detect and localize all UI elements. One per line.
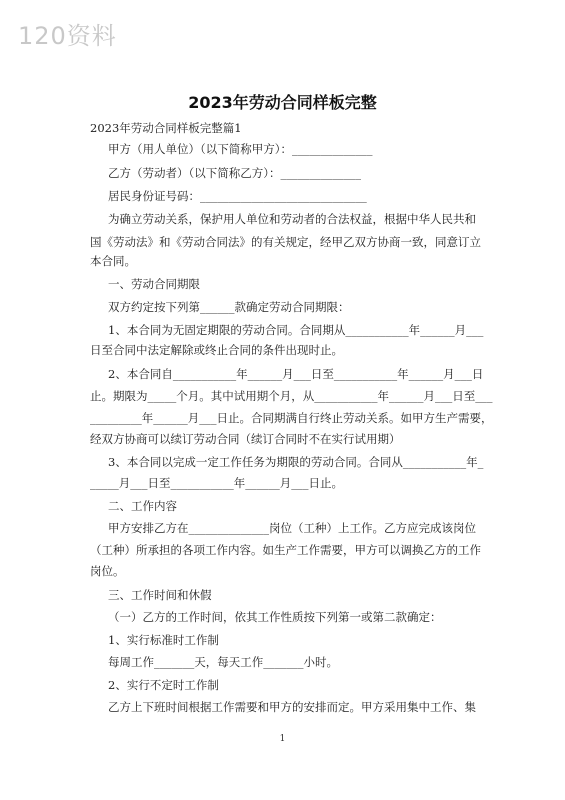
body-text-line: 3、本合同以完成一定工作任务为期限的劳动合同。合同从___________年_ [108, 455, 484, 469]
body-text-line: _________年______月___日止。合同期满自行终止劳动关系。如甲方生产需要， [90, 411, 493, 425]
body-text-line: 止。期限为_____个月。其中试用期个月，从___________年______月___日至___ [90, 389, 493, 403]
page-number: 1 [279, 734, 286, 744]
id-number-line: 居民身份证号码：_____________________________ [108, 189, 367, 203]
body-text-line: 本合同。 [90, 254, 136, 268]
body-text-line: （一）乙方的工作时间，依其工作性质按下列第一或第二款确定： [108, 610, 442, 624]
body-text-line: 每周工作_______天，每天工作_______小时。 [108, 655, 338, 669]
body-text-line: 岗位。 [90, 564, 125, 578]
party-a-line: 甲方（用人单位）（以下简称甲方）：______________ [108, 142, 373, 156]
body-text-line: 2、本合同自___________年______月___日至___________年______月___日 [108, 367, 484, 381]
body-text-line: 2、实行不定时工作制 [108, 678, 219, 692]
body-text-line: 国《劳动法》和《劳动合同法》的有关规定，经甲乙双方协商一致，同意订立 [90, 235, 481, 249]
body-text-line: 1、本合同为无固定期限的劳动合同。合同期从___________年______月___ [108, 323, 484, 337]
body-text-line: 经双方协商可以续订劳动合同（续订合同时不在实行试用期） [90, 432, 401, 446]
clause-heading: 三、工作时间和休假 [108, 588, 212, 602]
body-text-line: _____月___日至___________年______月___日止。 [90, 476, 343, 490]
body-text-line: 甲方安排乙方在______________岗位（工种）上工作。乙方应完成该岗位 [108, 521, 476, 535]
document-title: 2023年劳动合同样板完整 [188, 93, 377, 112]
body-text-line: 日至合同中法定解除或终止合同的条件出现时止。 [90, 343, 343, 357]
body-text-line: 双方约定按下列第______款确定劳动合同期限： [108, 300, 350, 314]
body-text-line: 为确立劳动关系，保护用人单位和劳动者的合法权益，根据中华人民共和 [108, 212, 476, 226]
clause-heading: 一、劳动合同期限 [108, 277, 200, 291]
section-heading: 2023年劳动合同样板完整篇1 [90, 121, 242, 135]
body-text-line: （工种）所承担的各项工作内容。如生产工作需要，甲方可以调换乙方的工作 [90, 543, 481, 557]
watermark-logo: 120资料 [18, 22, 117, 50]
body-text-line: 1、实行标准时工作制 [108, 633, 219, 647]
party-b-line: 乙方（劳动者）（以下简称乙方）：______________ [108, 166, 361, 180]
clause-heading: 二、工作内容 [108, 499, 177, 513]
body-text-line: 乙方上下班时间根据工作需要和甲方的安排而定。甲方采用集中工作、集 [108, 700, 476, 714]
